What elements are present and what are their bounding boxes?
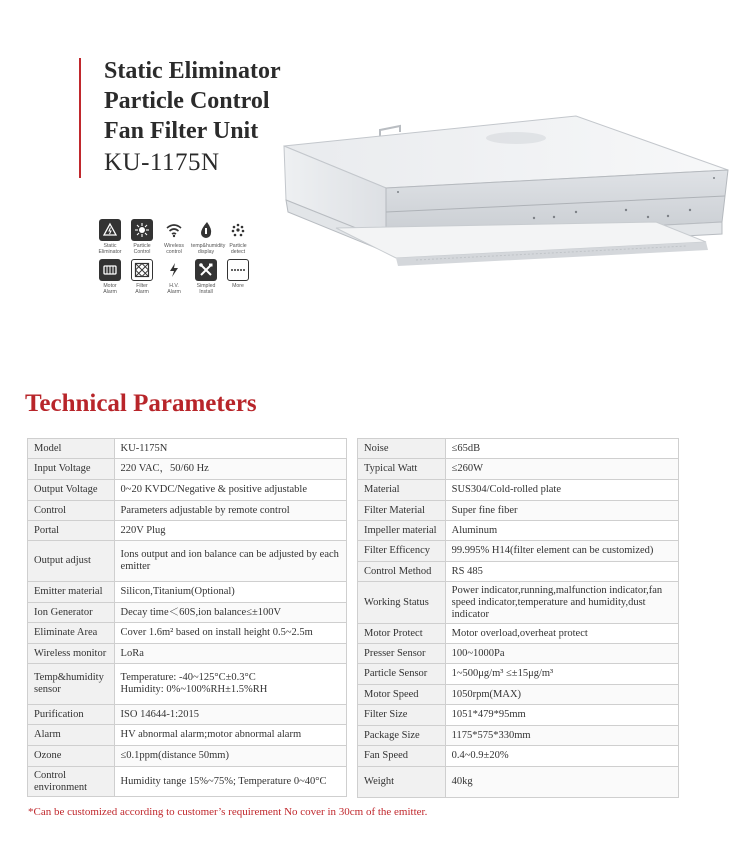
- feature-simpled-install: Simpled Install: [191, 259, 221, 295]
- temp-humidity-icon: [198, 221, 214, 239]
- table-row: [358, 562, 679, 582]
- param-label: Purification: [28, 705, 115, 725]
- param-value: 220 VAC，50/60 Hz: [114, 459, 346, 480]
- param-value: ISO 14644-1:2015: [114, 705, 346, 725]
- param-value: Super fine fiber: [445, 501, 678, 521]
- table-row: [358, 624, 679, 644]
- param-value: 1175*575*330mm: [445, 726, 678, 746]
- feature-filter-alarm: Filter Alarm: [127, 259, 157, 295]
- table-row: [28, 603, 347, 623]
- param-value: 1051*479*95mm: [445, 705, 678, 726]
- param-value: SUS304/Cold-rolled plate: [445, 480, 678, 501]
- param-label: Control: [28, 501, 115, 521]
- table-row: [358, 541, 679, 562]
- param-value: ≤65dB: [445, 439, 678, 459]
- feature-wireless-control: Wireless control: [159, 219, 189, 255]
- feature-particle-control: Particle Control: [127, 219, 157, 255]
- table-row: [358, 767, 679, 798]
- table-row: [28, 439, 347, 459]
- param-value: Cover 1.6m² based on install height 0.5~2.5m: [114, 623, 346, 644]
- param-label: Motor Protect: [358, 624, 446, 644]
- feature-more: More: [223, 259, 253, 289]
- param-label: Control environment: [28, 767, 115, 797]
- fan-filter-unit-image: [276, 100, 736, 290]
- wireless-control-icon: [165, 222, 183, 238]
- model-number: KU-1175N: [104, 149, 220, 176]
- param-label: Impeller material: [358, 521, 446, 541]
- param-label: Emitter material: [28, 582, 115, 603]
- product-title: [104, 56, 281, 146]
- table-row: [358, 521, 679, 541]
- param-value: KU-1175N: [114, 439, 346, 459]
- param-value: HV abnormal alarm;motor abnormal alarm: [114, 725, 346, 746]
- param-label: Alarm: [28, 725, 115, 746]
- param-value: Silicon,Titanium(Optional): [114, 582, 346, 603]
- param-value: 40kg: [445, 767, 678, 798]
- param-value: Decay time＜60S,ion balance≤±100V: [114, 603, 346, 623]
- param-value: 220V Plug: [114, 521, 346, 541]
- param-value: Power indicator,running,malfunction indicator,fan speed indicator,temperature and humidity,dust indicator: [445, 582, 678, 624]
- param-label: Typical Watt: [358, 459, 446, 480]
- table-row: [358, 501, 679, 521]
- table-row: [358, 685, 679, 705]
- table-row: [28, 767, 347, 797]
- param-value: Aluminum: [445, 521, 678, 541]
- param-label: Wireless monitor: [28, 644, 115, 664]
- feature-hv-alarm: H.V. Alarm: [159, 259, 189, 295]
- particle-control-icon: [134, 222, 150, 238]
- param-label: Ozone: [28, 746, 115, 767]
- param-label: Package Size: [358, 726, 446, 746]
- param-label: Filter Efficency: [358, 541, 446, 562]
- table-row: [358, 480, 679, 501]
- param-label: Noise: [358, 439, 446, 459]
- table-row: [28, 664, 347, 705]
- parameters-table-left: [27, 438, 347, 797]
- param-label: Control Method: [358, 562, 446, 582]
- param-label: Output Voltage: [28, 480, 115, 501]
- param-value: 1050rpm(MAX): [445, 685, 678, 705]
- param-label: Filter Material: [358, 501, 446, 521]
- title-line-2: Particle Control: [104, 88, 270, 114]
- table-row: [358, 582, 679, 624]
- param-value: Humidity tange 15%~75%; Temperature 0~40°C: [114, 767, 346, 797]
- param-value: 0~20 KVDC/Negative & positive adjustable: [114, 480, 346, 501]
- motor-alarm-icon: [102, 263, 118, 277]
- table-row: [28, 541, 347, 582]
- table-row: [28, 521, 347, 541]
- param-label: Filter Size: [358, 705, 446, 726]
- table-row: [358, 439, 679, 459]
- simpled-install-icon: [198, 262, 214, 278]
- param-value: Motor overload,overheat protect: [445, 624, 678, 644]
- more-icon: [230, 267, 246, 273]
- feature-motor-alarm: Motor Alarm: [95, 259, 125, 295]
- table-row: [28, 623, 347, 644]
- section-title-technical-parameters: Technical Parameters: [25, 390, 257, 417]
- feature-static-eliminator: Static Eliminator: [95, 219, 125, 255]
- param-label: Particle Sensor: [358, 664, 446, 685]
- param-label: Fan Speed: [358, 746, 446, 767]
- table-row: [358, 746, 679, 767]
- param-value: RS 485: [445, 562, 678, 582]
- param-label: Working Status: [358, 582, 446, 624]
- table-row: [28, 725, 347, 746]
- feature-temp-humidity: temp&humidity display: [191, 219, 221, 255]
- param-label: Model: [28, 439, 115, 459]
- table-row: [28, 705, 347, 725]
- particle-detect-icon: [230, 222, 246, 238]
- table-row: [28, 746, 347, 767]
- static-eliminator-icon: [102, 222, 118, 238]
- param-value: 100~1000Pa: [445, 644, 678, 664]
- param-label: Material: [358, 480, 446, 501]
- param-value: ≤260W: [445, 459, 678, 480]
- param-value: 99.995% H14(filter element can be customized): [445, 541, 678, 562]
- title-line-1: Static Eliminator: [104, 58, 281, 84]
- param-value: Ions output and ion balance can be adjusted by each emitter: [114, 541, 346, 582]
- param-label: Motor Speed: [358, 685, 446, 705]
- param-value: Parameters adjustable by remote control: [114, 501, 346, 521]
- param-label: Eliminate Area: [28, 623, 115, 644]
- param-label: Weight: [358, 767, 446, 798]
- param-label: Portal: [28, 521, 115, 541]
- table-row: [28, 582, 347, 603]
- hv-alarm-icon: [166, 262, 182, 278]
- param-label: Temp&humidity sensor: [28, 664, 115, 705]
- table-row: [28, 501, 347, 521]
- table-row: [358, 644, 679, 664]
- title-accent-bar: [79, 58, 81, 178]
- param-label: Input Voltage: [28, 459, 115, 480]
- param-value: 0.4~0.9±20%: [445, 746, 678, 767]
- table-row: [358, 664, 679, 685]
- param-value: Temperature: -40~125°C±0.3°C Humidity: 0%~100%RH±1.5%RH: [114, 664, 346, 705]
- param-label: Presser Sensor: [358, 644, 446, 664]
- table-row: [28, 480, 347, 501]
- table-row: [358, 459, 679, 480]
- table-row: [358, 705, 679, 726]
- table-row: [28, 459, 347, 480]
- footnote: *Can be customized according to customer’s requirement No cover in 30cm of the emitter.: [28, 806, 428, 818]
- title-line-3: Fan Filter Unit: [104, 118, 259, 144]
- param-label: Ion Generator: [28, 603, 115, 623]
- table-row: [358, 726, 679, 746]
- param-value: 1~500μg/m³ ≤±15μg/m³: [445, 664, 678, 685]
- feature-particle-detect: Particle detect: [223, 219, 253, 255]
- table-row: [28, 644, 347, 664]
- parameters-table-right: [357, 438, 679, 798]
- param-label: Output adjust: [28, 541, 115, 582]
- filter-alarm-icon: [134, 262, 150, 278]
- param-value: LoRa: [114, 644, 346, 664]
- param-value: ≤0.1ppm(distance 50mm): [114, 746, 346, 767]
